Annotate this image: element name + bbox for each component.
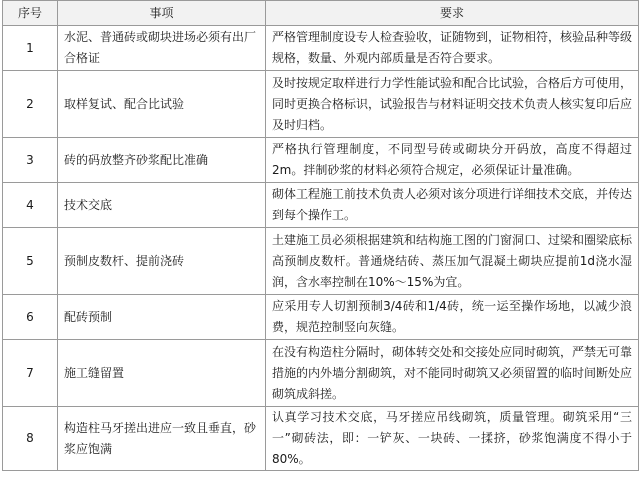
table-row — [3, 183, 639, 228]
row-item: 构造柱马牙搓出进应一致且垂直，砂浆应饱满 — [58, 407, 266, 471]
row-requirement: 严格执行管理制度，不同型号砖或砌块分开码放，高度不得超过2m。拌制砂浆的材料必须符合规定，必须保证计量准确。 — [266, 138, 639, 183]
row-item: 施工缝留置 — [58, 340, 266, 407]
row-item: 技术交底 — [58, 183, 266, 228]
requirements-table-container — [2, 0, 638, 471]
table-row — [3, 26, 639, 71]
header-no: 序号 — [3, 1, 58, 26]
row-item: 水泥、普通砖或砌块进场必须有出厂合格证 — [58, 26, 266, 71]
table-row — [3, 407, 639, 471]
row-requirement: 及时按规定取样进行力学性能试验和配合比试验，合格后方可使用，同时更换合格标识，试验报告与材料证明交技术负责人核实复印后应及时归档。 — [266, 71, 639, 138]
table-header-row — [3, 1, 639, 26]
table-row — [3, 71, 639, 138]
row-number: 3 — [3, 138, 58, 183]
row-requirement: 土建施工员必须根据建筑和结构施工图的门窗洞口、过梁和圈梁底标高预制皮数杆。普通烧结砖、蒸压加气混凝土砌块应提前1d浇水湿润，含水率控制在10%～15%为宜。 — [266, 228, 639, 295]
row-requirement: 认真学习技术交底，马牙搓应吊线砌筑，质量管理。砌筑采用“三一”砌砖法，即：一铲灰、一块砖、一揉挤，砂浆饱满度不得小于80%。 — [266, 407, 639, 471]
table-row — [3, 295, 639, 340]
row-number: 1 — [3, 26, 58, 71]
row-item: 砖的码放整齐砂浆配比准确 — [58, 138, 266, 183]
requirements-table — [2, 0, 639, 471]
row-item: 配砖预制 — [58, 295, 266, 340]
row-requirement: 严格管理制度设专人检查验收，证随物到，证物相符，核验品种等级规格，数量、外观内部质量是否符合要求。 — [266, 26, 639, 71]
table-row — [3, 138, 639, 183]
row-number: 5 — [3, 228, 58, 295]
row-number: 8 — [3, 407, 58, 471]
row-number: 4 — [3, 183, 58, 228]
row-item: 取样复试、配合比试验 — [58, 71, 266, 138]
row-item: 预制皮数杆、提前浇砖 — [58, 228, 266, 295]
row-requirement: 砌体工程施工前技术负责人必须对该分项进行详细技术交底，并传达到每个操作工。 — [266, 183, 639, 228]
header-item: 事项 — [58, 1, 266, 26]
row-number: 2 — [3, 71, 58, 138]
table-row — [3, 340, 639, 407]
row-requirement: 应采用专人切割预制3/4砖和1/4砖，统一运至操作场地，以减少浪费，规范控制竖向灰缝。 — [266, 295, 639, 340]
row-requirement: 在没有构造柱分隔时，砌体转交处和交接处应同时砌筑，严禁无可靠措施的内外墙分割砌筑，对不能同时砌筑又必须留置的临时间断处应砌筑成斜搓。 — [266, 340, 639, 407]
row-number: 6 — [3, 295, 58, 340]
row-number: 7 — [3, 340, 58, 407]
header-requirement: 要求 — [266, 1, 639, 26]
table-row — [3, 228, 639, 295]
